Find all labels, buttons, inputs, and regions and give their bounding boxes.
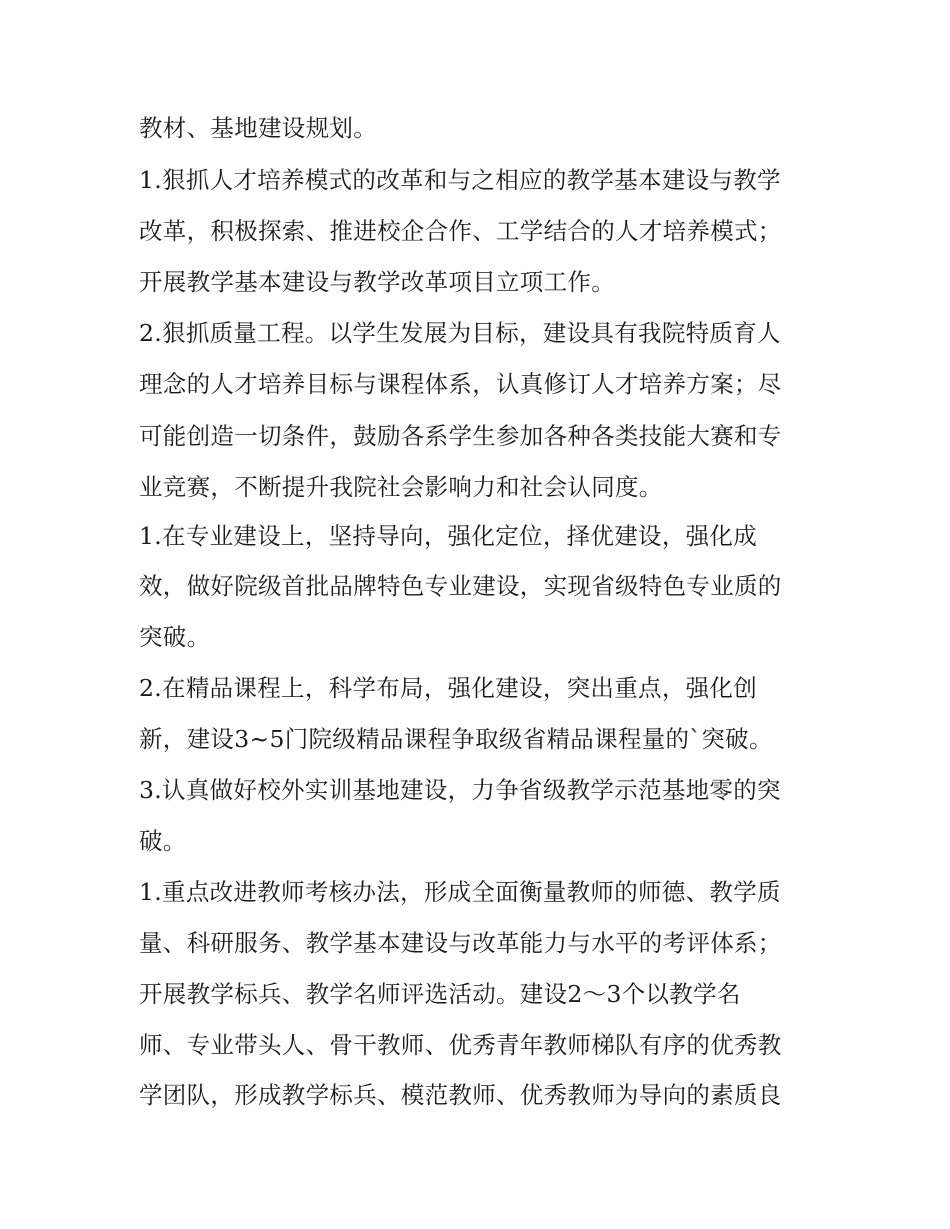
text-line: 突破。: [139, 623, 211, 651]
text-line: 破。: [139, 827, 187, 855]
text-line: 1.重点改进教师考核办法，形成全面衡量教师的师德、教学质: [139, 878, 781, 906]
text-line: 1.在专业建设上，坚持导向，强化定位，择优建设，强化成: [139, 522, 758, 550]
text-line: 教材、基地建设规划。: [139, 114, 377, 142]
text-line: 新，建设3~5门院级精品课程争取级省精品课程量的`突破。: [139, 725, 773, 753]
text-line: 开展教学标兵、教学名师评选活动。建设2～3个以教学名: [139, 980, 741, 1008]
text-line: 师、专业带头人、骨干教师、优秀青年教师梯队有序的优秀教: [139, 1031, 782, 1059]
text-line: 2.在精品课程上，科学布局，强化建设，突出重点，强化创: [139, 674, 758, 702]
text-line: 效，做好院级首批品牌特色专业建设，实现省级特色专业质的: [139, 572, 782, 600]
text-line: 量、科研服务、教学基本建设与改革能力与水平的考评体系；: [139, 929, 782, 957]
text-line: 业竞赛，不断提升我院社会影响力和社会认同度。: [139, 473, 663, 501]
text-line: 开展教学基本建设与教学改革项目立项工作。: [139, 268, 615, 296]
text-line: 3.认真做好校外实训基地建设，力争省级教学示范基地零的突: [139, 776, 781, 804]
text-line: 1.狠抓人才培养模式的改革和与之相应的教学基本建设与教学: [139, 166, 781, 194]
text-line: 可能创造一切条件，鼓励各系学生参加各种各类技能大赛和专: [139, 422, 782, 450]
text-line: 理念的人才培养目标与课程体系，认真修订人才培养方案；尽: [139, 370, 782, 398]
text-line: 改革，积极探索、推进校企合作、工学结合的人才培养模式；: [139, 217, 782, 245]
text-line: 2.狠抓质量工程。以学生发展为目标，建设具有我院特质育人: [139, 319, 781, 347]
text-line: 学团队，形成教学标兵、模范教师、优秀教师为导向的素质良: [139, 1081, 782, 1109]
